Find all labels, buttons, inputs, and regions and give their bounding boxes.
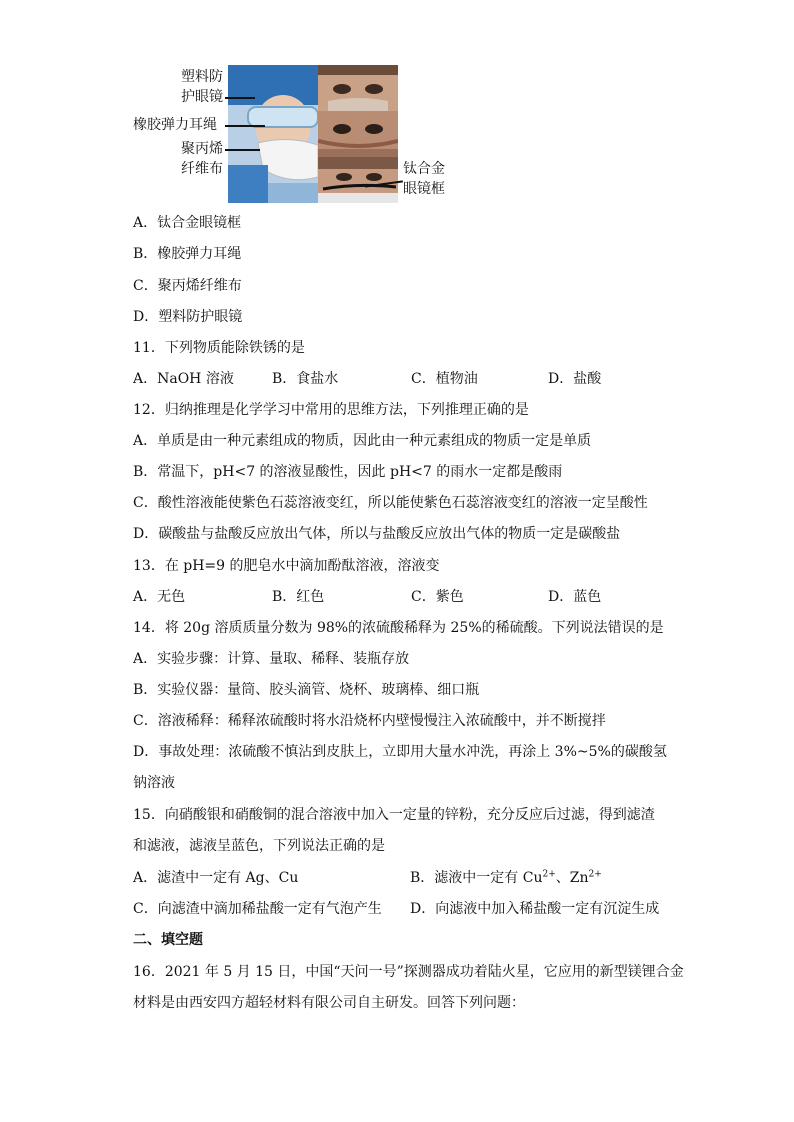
q14-option-b: B．实验仪器：量筒、胶头滴管、烧杯、玻璃棒、细口瓶 bbox=[133, 682, 480, 698]
q12-option-d: D．碳酸盐与盐酸反应放出气体，所以与盐酸反应放出气体的物质一定是碳酸盐 bbox=[133, 526, 621, 542]
q14-option-d-cont: 钠溶液 bbox=[133, 775, 175, 791]
q15-option-b: B．滤液中一定有 $Cu^{2+}$、$Zn^{2+}$ bbox=[410, 869, 602, 886]
q11-option-c: C．植物油 bbox=[411, 371, 478, 387]
label-polypropylene-fabric: 聚丙烯 纤维布 bbox=[181, 141, 223, 177]
label-plastic-goggles: 塑料防 护眼镜 bbox=[181, 69, 223, 105]
q10-option-d: D．塑料防护眼镜 bbox=[133, 309, 243, 325]
q16-stem-line1: 16．2021 年 5 月 15 日，中国“天问一号”探测器成功着陆火星，它应用的新型镁锂合金 bbox=[133, 964, 684, 980]
q15-option-c: C．向滤渣中滴加稀盐酸一定有气泡产生 bbox=[133, 901, 382, 917]
label-titanium-frame: 钛合金 眼镜框 bbox=[403, 161, 445, 197]
q13-option-d: D．蓝色 bbox=[548, 589, 602, 605]
q12-stem: 12．归纳推理是化学学习中常用的思维方法，下列推理正确的是 bbox=[133, 402, 529, 418]
label-rubber-ear-loop: 橡胶弹力耳绳 bbox=[133, 117, 217, 133]
q15-option-a: A．滤渣中一定有 Ag、Cu bbox=[133, 870, 299, 886]
q11-option-a: A．NaOH 溶液 bbox=[133, 371, 234, 387]
q15-stem-line1: 15．向硝酸银和硝酸铜的混合溶液中加入一定量的锌粉，充分反应后过滤，得到滤渣 bbox=[133, 807, 655, 823]
q10-option-c: C．聚丙烯纤维布 bbox=[133, 278, 242, 294]
q12-option-c: C．酸性溶液能使紫色石蕊溶液变红，所以能使紫色石蕊溶液变红的溶液一定呈酸性 bbox=[133, 495, 648, 511]
face-photo-2 bbox=[318, 111, 398, 157]
leader-line bbox=[225, 149, 260, 151]
face-photo-1 bbox=[318, 65, 398, 111]
face-photo-3 bbox=[318, 157, 398, 203]
q10-option-a: A．钛合金眼镜框 bbox=[133, 215, 242, 231]
q12-option-a: A．单质是由一种元素组成的物质，因此由一种元素组成的物质一定是单质 bbox=[133, 433, 592, 449]
q13-option-b: B．红色 bbox=[272, 589, 325, 605]
q10-option-b: B．橡胶弹力耳绳 bbox=[133, 246, 242, 262]
q13-stem: 13．在 pH=9 的肥皂水中滴加酚酞溶液，溶液变 bbox=[133, 558, 440, 574]
q11-option-b: B．食盐水 bbox=[272, 371, 339, 387]
q12-option-b: B．常温下，pH<7 的溶液显酸性，因此 pH<7 的雨水一定都是酸雨 bbox=[133, 464, 563, 480]
q14-option-c: C．溶液稀释：稀释浓硫酸时将水沿烧杯内壁慢慢注入浓硫酸中，并不断搅拌 bbox=[133, 713, 606, 729]
q14-option-d: D．事故处理：浓硫酸不慎沾到皮肤上，立即用大量水冲洗，再涂上 3%~5%的碳酸氢 bbox=[133, 744, 667, 760]
q14-option-a: A．实验步骤：计算、量取、稀释、装瓶存放 bbox=[133, 651, 410, 667]
q14-stem: 14．将 20g 溶质质量分数为 98%的浓硫酸稀释为 25%的稀硫酸。下列说法错误的是 bbox=[133, 620, 664, 636]
section-heading: 二、填空题 bbox=[133, 932, 203, 948]
q15-stem-line2: 和滤液，滤液呈蓝色，下列说法正确的是 bbox=[133, 838, 385, 854]
protective-gear-figure bbox=[133, 65, 463, 205]
q11-option-d: D．盐酸 bbox=[548, 371, 602, 387]
q13-option-a: A．无色 bbox=[133, 589, 186, 605]
leader-line bbox=[225, 125, 265, 127]
q11-stem: 11．下列物质能除铁锈的是 bbox=[133, 340, 305, 356]
leader-line bbox=[225, 97, 255, 99]
q15-option-d: D．向滤液中加入稀盐酸一定有沉淀生成 bbox=[410, 901, 660, 917]
q13-option-c: C．紫色 bbox=[411, 589, 464, 605]
q16-stem-line2: 材料是由西安四方超轻材料有限公司自主研发。回答下列问题： bbox=[133, 995, 525, 1011]
worker-photo bbox=[228, 65, 318, 203]
